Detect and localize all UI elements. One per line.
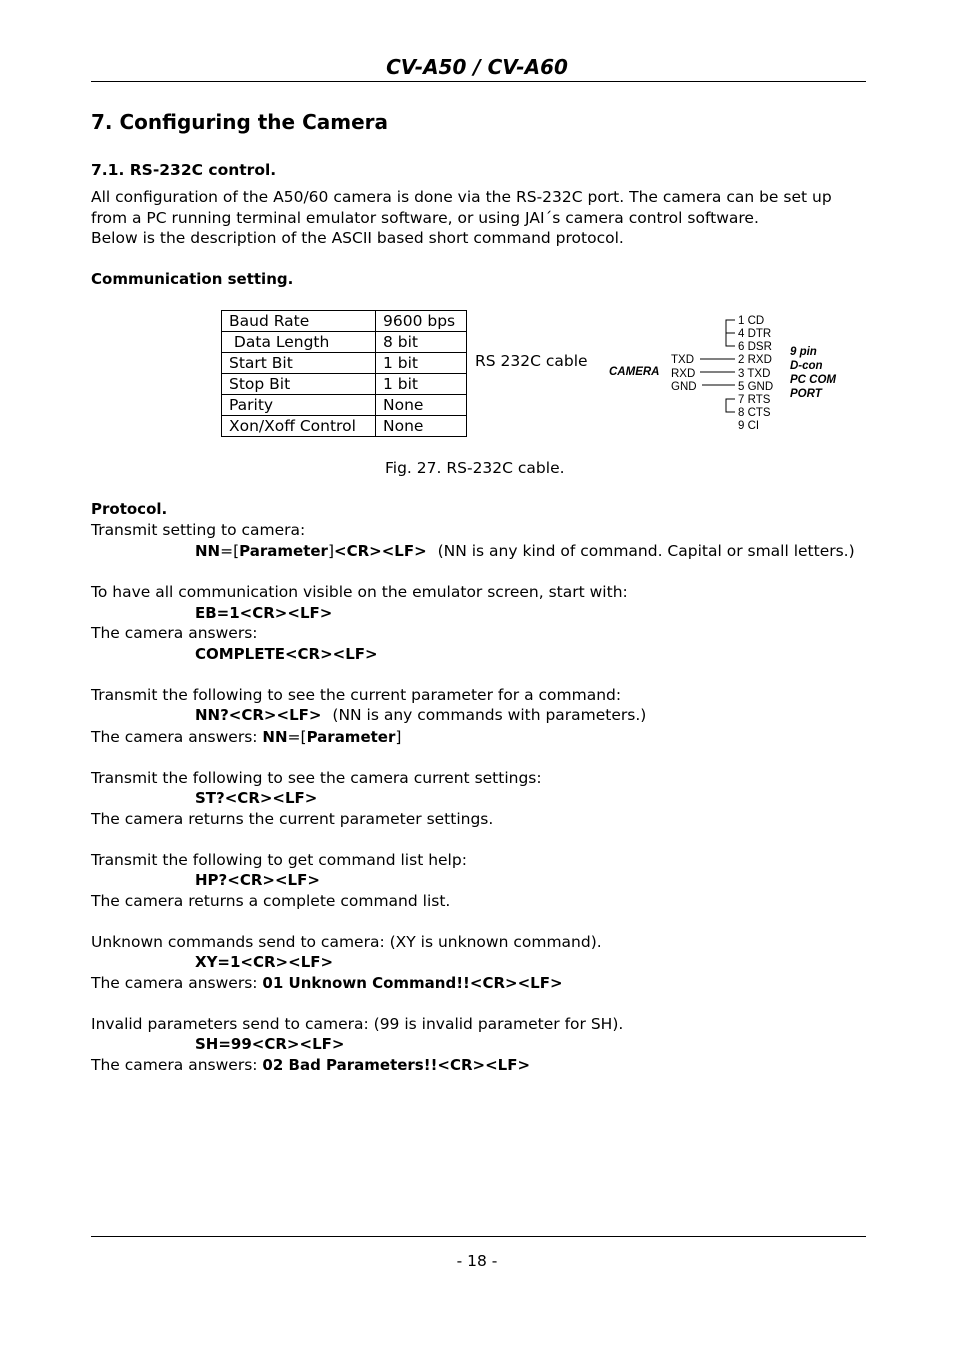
query-intro: Transmit the following to see the current parameter for a command:: [91, 686, 622, 704]
setting-name: Baud Rate: [222, 311, 376, 332]
pc-pin-label: 6 DSR: [738, 341, 772, 353]
setting-name: Stop Bit: [222, 374, 376, 395]
invalid-answer-line: [91, 1055, 530, 1076]
setting-value: 1 bit: [376, 353, 467, 374]
intro-line: Below is the description of the ASCII based short command protocol.: [91, 229, 624, 247]
port-label-line: D-con: [790, 360, 823, 372]
pc-pin-label: 4 DTR: [738, 328, 772, 340]
table-row: [222, 374, 467, 395]
setting-name: Parity: [222, 395, 376, 416]
query-answer-line: [91, 727, 401, 748]
header-rule: [91, 81, 866, 82]
rts-cts-jumper: [726, 399, 735, 412]
protocol-heading: Protocol.: [91, 500, 168, 518]
setting-name: Data Length: [222, 332, 376, 353]
setting-value: None: [376, 416, 467, 437]
table-row: [222, 353, 467, 374]
invalid-command: SH=99<CR><LF>: [195, 1035, 345, 1053]
eb-command: EB=1<CR><LF>: [195, 604, 333, 622]
command-code: Parameter: [239, 542, 328, 560]
setting-name: Start Bit: [222, 353, 376, 374]
pc-pin-label: 2 RXD: [738, 354, 772, 366]
figure-caption: Fig. 27. RS-232C cable.: [385, 459, 565, 477]
command-code: =[: [287, 728, 307, 746]
camera-pin-label: TXD: [671, 354, 694, 366]
unknown-intro: Unknown commands send to camera: (XY is unknown command).: [91, 933, 602, 951]
unknown-response: 01 Unknown Command!!<CR><LF>: [262, 974, 563, 992]
hp-intro: Transmit the following to get command list help:: [91, 851, 467, 869]
setting-value: 1 bit: [376, 374, 467, 395]
invalid-intro: Invalid parameters send to camera: (99 is invalid parameter for SH).: [91, 1015, 624, 1033]
complete-response: COMPLETE<CR><LF>: [195, 645, 378, 663]
hp-command: HP?<CR><LF>: [195, 871, 320, 889]
section-title: 7. Configuring the Camera: [91, 110, 389, 134]
st-intro: Transmit the following to see the camera current settings:: [91, 769, 542, 787]
command-code: NN?<CR><LF>: [195, 706, 322, 724]
command-set-line: [195, 541, 855, 562]
command-code: Parameter: [306, 728, 396, 746]
communication-heading: Communication setting.: [91, 270, 294, 288]
answer-prefix: The camera answers:: [91, 728, 263, 746]
answer-prefix: The camera answers:: [91, 1056, 263, 1074]
intro-paragraph: [91, 187, 832, 249]
command-code: ]: [327, 542, 334, 560]
hp-answer: The camera returns a complete command list.: [91, 892, 451, 910]
pc-pin-label: 1 CD: [738, 315, 765, 327]
command-code: ]: [395, 728, 402, 746]
setting-name: Xon/Xoff Control: [222, 416, 376, 437]
communication-settings-table: [221, 310, 467, 437]
st-command: ST?<CR><LF>: [195, 789, 318, 807]
port-label-line: PC COM: [790, 374, 836, 386]
protocol-transmit-intro: Transmit setting to camera:: [91, 521, 306, 539]
setting-value: 8 bit: [376, 332, 467, 353]
query-command-line: [195, 705, 646, 726]
footer-rule: [91, 1236, 866, 1237]
camera-pin-label: RXD: [671, 368, 696, 380]
answers-label: The camera answers:: [91, 624, 258, 642]
intro-line: from a PC running terminal emulator software, or using JAI´s camera control software.: [91, 208, 759, 227]
port-label-line: PORT: [790, 388, 822, 400]
subsection-title: 7.1. RS-232C control.: [91, 161, 277, 179]
command-note: (NN is any kind of command. Capital or small letters.): [437, 542, 855, 560]
unknown-answer-line: [91, 973, 563, 994]
table-row: [222, 311, 467, 332]
command-code: NN: [195, 542, 221, 560]
invalid-response: 02 Bad Parameters!!<CR><LF>: [262, 1056, 531, 1074]
answer-prefix: The camera answers:: [91, 974, 263, 992]
pc-pin-label: 9 CI: [738, 420, 760, 432]
pc-pin-label: 7 RTS: [738, 394, 771, 406]
table-row: [222, 332, 467, 353]
table-row: [222, 395, 467, 416]
intro-line: All configuration of the A50/60 camera is done via the RS-232C port. The camera can be set up: [91, 188, 832, 206]
table-row: [222, 416, 467, 437]
command-code: NN: [262, 728, 288, 746]
rs232-wiring-diagram: [600, 308, 860, 438]
unknown-command: XY=1<CR><LF>: [195, 953, 334, 971]
pc-pin-label: 3 TXD: [738, 368, 771, 380]
document-header-title: CV-A50 / CV-A60: [386, 55, 568, 79]
st-answer: The camera returns the current parameter settings.: [91, 810, 494, 828]
camera-label: CAMERA: [609, 366, 660, 378]
page-number: - 18 -: [456, 1252, 498, 1270]
command-code: <CR><LF>: [334, 542, 427, 560]
pc-pin-label: 8 CTS: [738, 407, 771, 419]
command-code: =[: [220, 542, 240, 560]
port-label-line: 9 pin: [790, 346, 817, 358]
camera-pin-label: GND: [671, 381, 697, 393]
cable-label: RS 232C cable: [475, 352, 588, 370]
eb-intro: To have all communication visible on the emulator screen, start with:: [91, 583, 628, 601]
pc-pin-label: 5 GND: [738, 381, 774, 393]
command-note: (NN is any commands with parameters.): [332, 706, 647, 724]
setting-value: None: [376, 395, 467, 416]
setting-value: 9600 bps: [376, 311, 467, 332]
